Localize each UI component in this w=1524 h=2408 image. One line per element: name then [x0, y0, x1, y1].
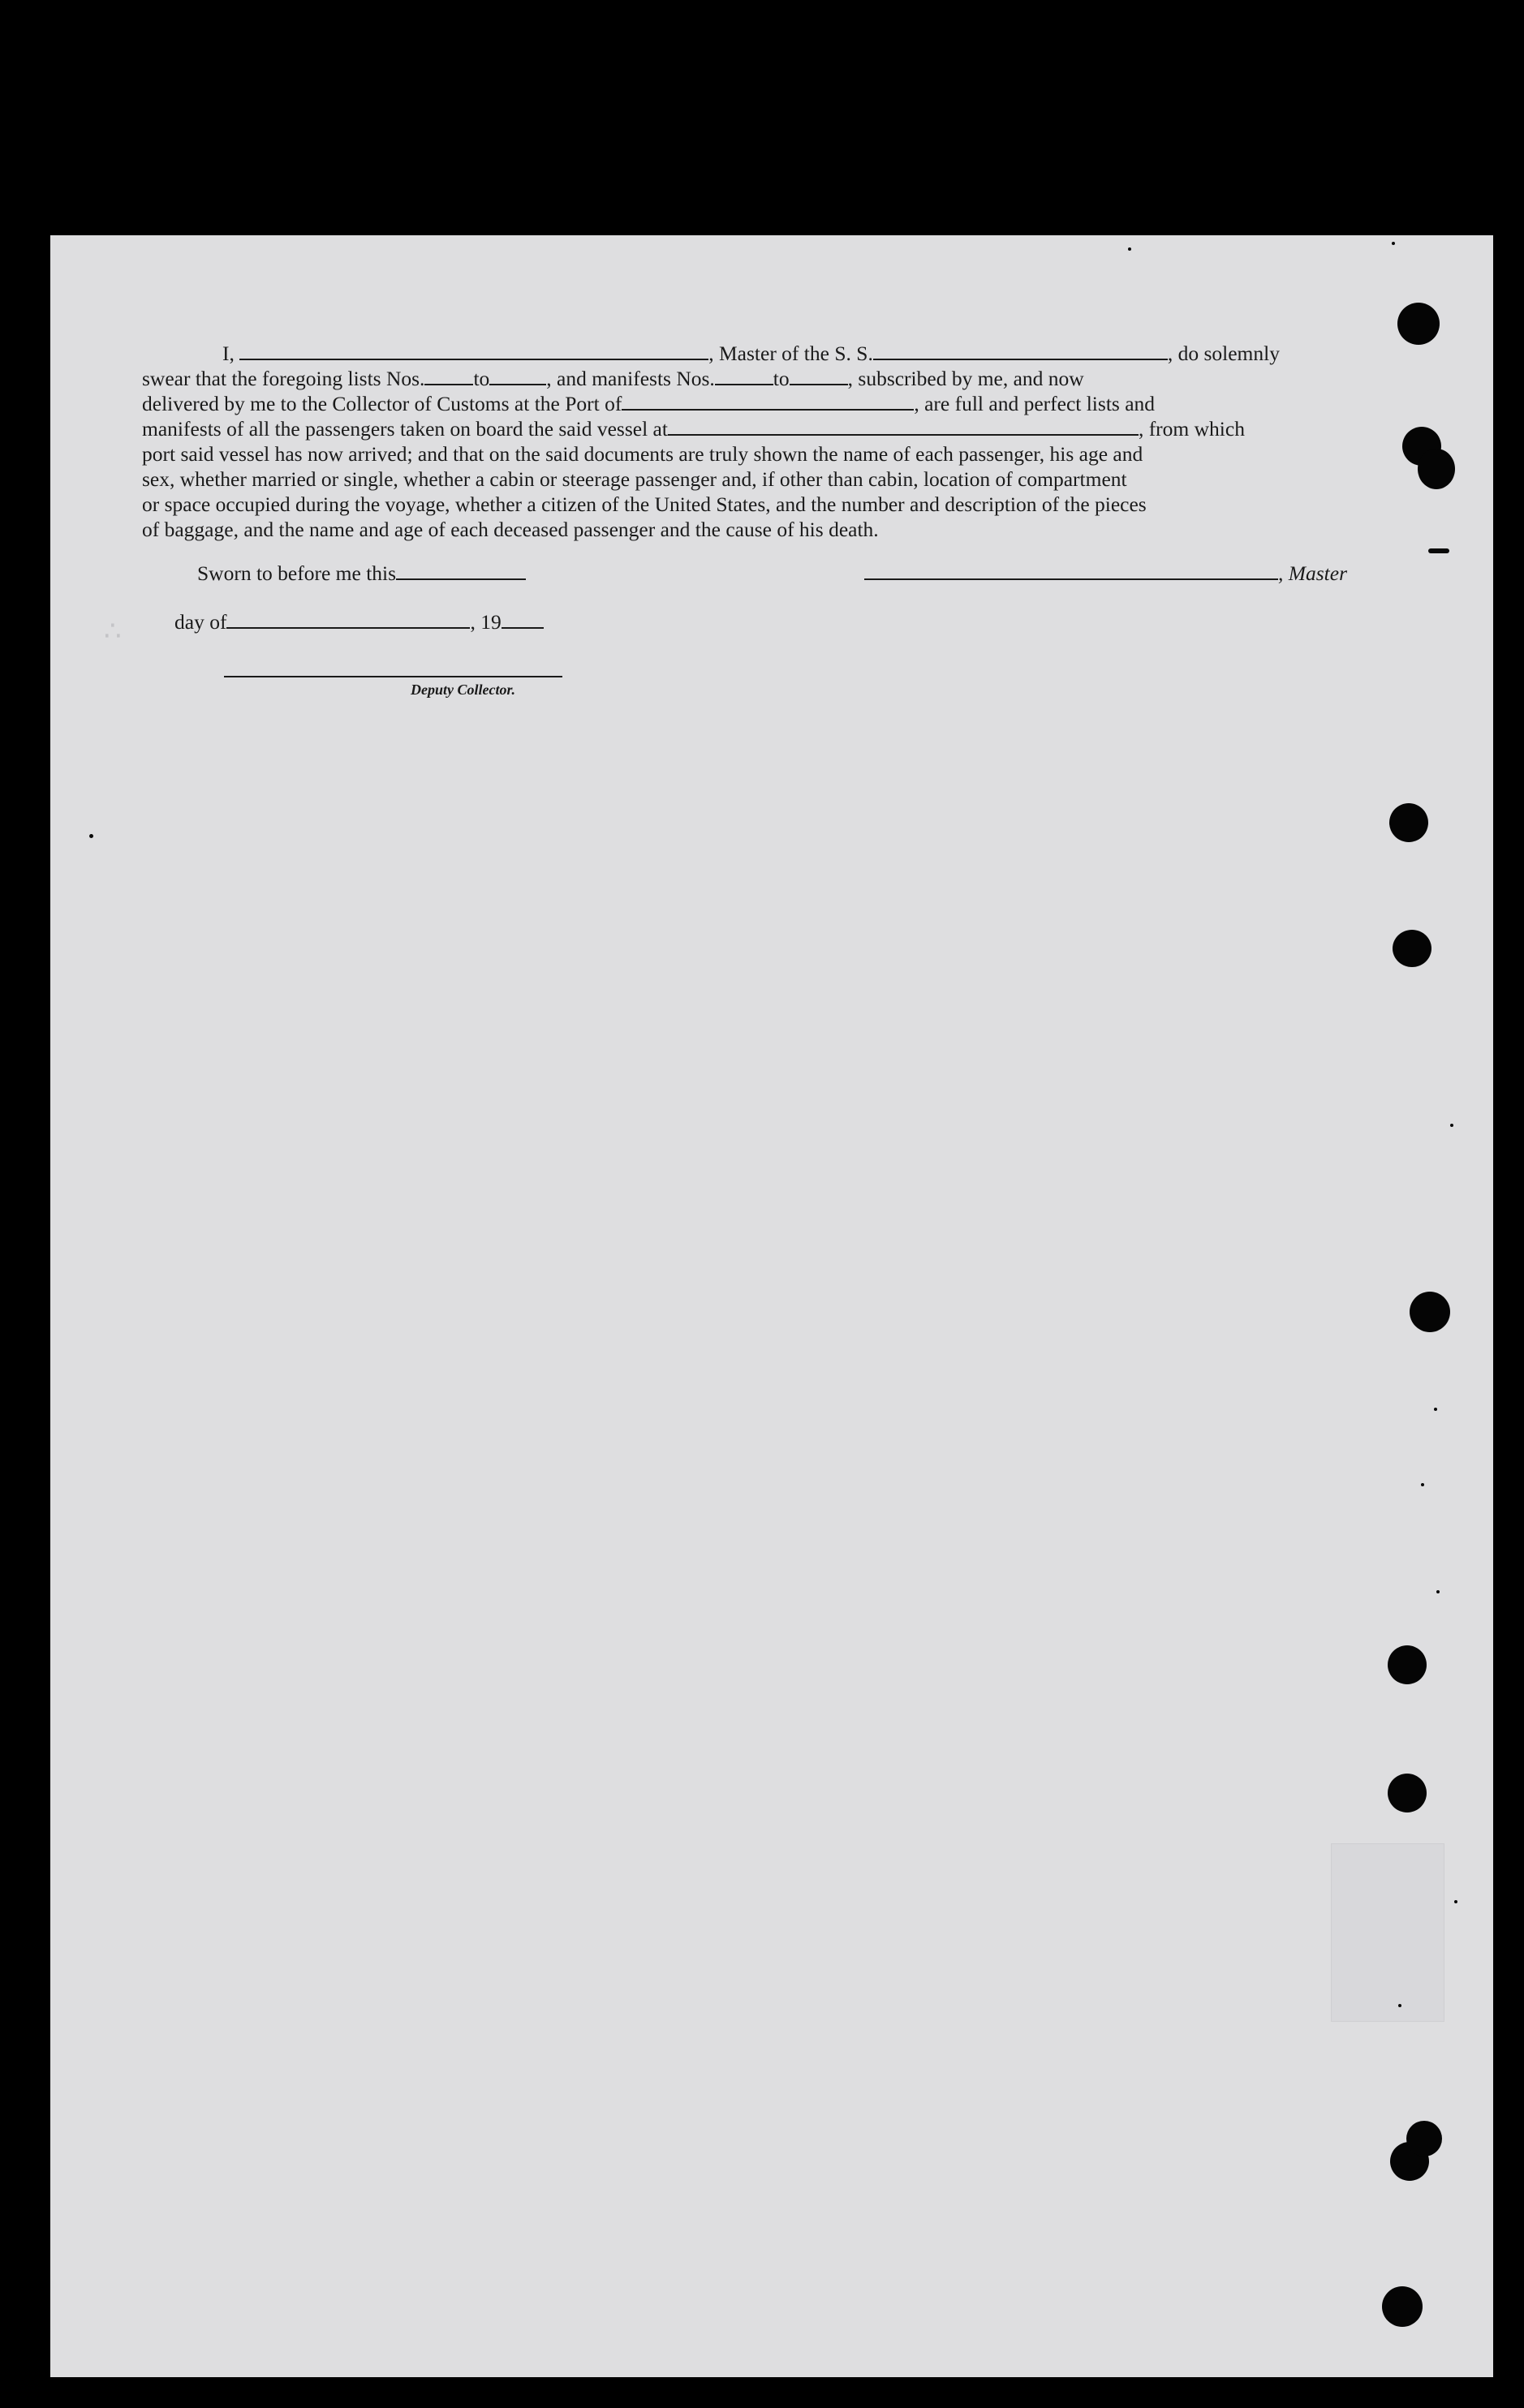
dust-speck [1454, 1900, 1457, 1903]
deputy-collector-label: Deputy Collector. [411, 682, 515, 698]
year-field[interactable] [502, 611, 544, 629]
text-sworn: Sworn to before me this [197, 561, 397, 585]
oath-line-1 [142, 341, 1359, 366]
master-name-field[interactable] [239, 342, 708, 360]
binding-hole [1389, 803, 1428, 842]
text-i: I, [222, 342, 235, 365]
master-signature-field[interactable] [864, 562, 1278, 580]
text-delivered: delivered by me to the Collector of Customs at the Port of [142, 392, 622, 415]
month-field[interactable] [226, 611, 470, 629]
port-of-field[interactable] [622, 393, 914, 411]
vessel-name-field[interactable] [873, 342, 1168, 360]
oath-line-6: sex, whether married or single, whether a cabin or steerage passenger and, if other than cabin, location of compartment [142, 467, 1127, 491]
oath-line-5: port said vessel has now arrived; and that on the said documents are truly shown the name of each passenger, his age and [142, 442, 1143, 466]
dust-speck [89, 834, 93, 838]
dust-speck [1398, 2004, 1401, 2007]
manifests-to-field[interactable] [790, 368, 848, 385]
text-from-which: , from which [1138, 417, 1245, 441]
text-and-manifests: , and manifests Nos. [546, 367, 715, 390]
lists-from-field[interactable] [424, 368, 473, 385]
faint-show-through-mark: ∴ [104, 615, 122, 647]
binding-hole [1388, 1774, 1427, 1812]
oath-line-2 [142, 366, 1359, 391]
text-manifests-all: manifests of all the passengers taken on board the said vessel at [142, 417, 668, 441]
binding-hole [1406, 2121, 1442, 2156]
faint-stamp-box [1331, 1843, 1444, 2022]
oath-line-4 [142, 416, 1359, 441]
dust-speck [1434, 1408, 1437, 1411]
dust-speck [1428, 548, 1449, 553]
dust-speck [1436, 1590, 1440, 1593]
binding-hole [1388, 1645, 1427, 1684]
text-to-1: to [473, 367, 490, 390]
dust-speck [1450, 1124, 1453, 1127]
master-signature-line [864, 561, 1347, 586]
text-year-prefix: , 19 [470, 610, 502, 634]
binding-hole [1393, 930, 1431, 967]
text-to-2: to [773, 367, 790, 390]
text-solemnly: , do solemnly [1167, 342, 1280, 365]
binding-hole [1397, 303, 1440, 345]
text-master: , Master [1278, 561, 1347, 585]
manifests-from-field[interactable] [715, 368, 773, 385]
text-subscribed: , subscribed by me, and now [847, 367, 1084, 390]
text-day-of: day of [174, 610, 227, 634]
sworn-line [197, 561, 526, 586]
binding-hole [1410, 1292, 1450, 1332]
vessel-boarding-port-field[interactable] [668, 418, 1139, 436]
text-master-of: , Master of the S. S. [708, 342, 873, 365]
text-swear: swear that the foregoing lists Nos. [142, 367, 425, 390]
master-oath-paragraph [142, 341, 1359, 542]
lists-to-field[interactable] [489, 368, 546, 385]
oath-line-8: of baggage, and the name and age of each deceased passenger and the cause of his death. [142, 518, 879, 541]
oath-line-3 [142, 391, 1359, 416]
day-of-line [174, 610, 544, 634]
deputy-collector-signature-field[interactable] [224, 676, 562, 677]
text-are-full: , are full and perfect lists and [914, 392, 1156, 415]
dust-speck [1128, 247, 1131, 251]
binding-hole [1382, 2286, 1423, 2327]
document-page [50, 235, 1493, 2377]
sworn-date-field[interactable] [396, 562, 526, 580]
dust-speck [1392, 242, 1395, 245]
dust-speck [1421, 1483, 1424, 1486]
oath-line-7: or space occupied during the voyage, whether a citizen of the United States, and the number and description of the pieces [142, 492, 1147, 516]
binding-hole [1418, 449, 1455, 489]
